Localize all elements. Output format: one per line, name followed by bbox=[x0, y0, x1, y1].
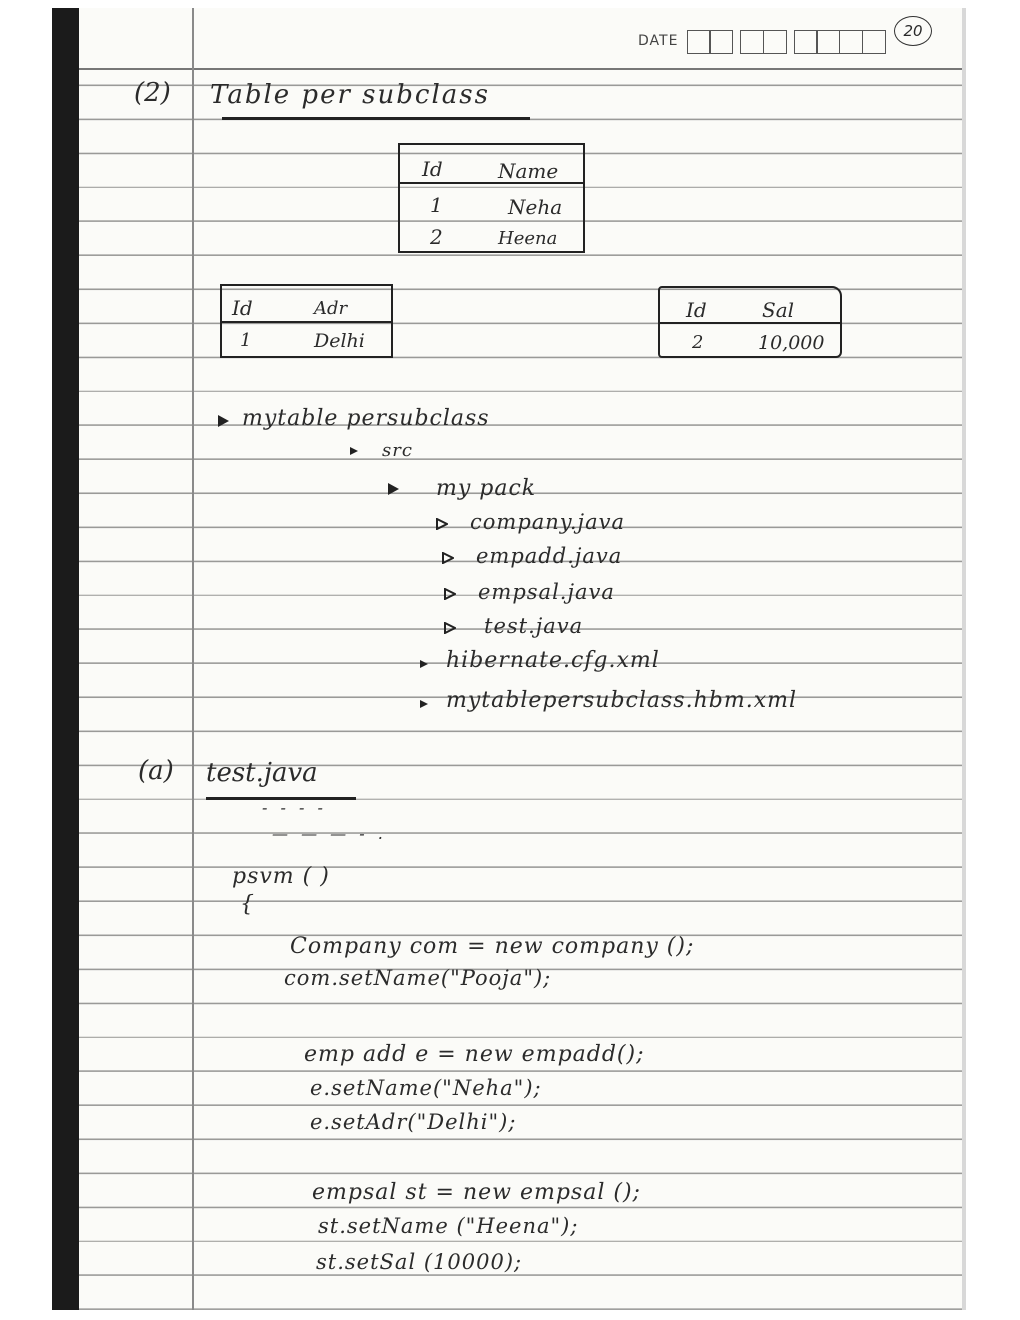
tree-package: my pack bbox=[436, 476, 537, 501]
sal-table-header-sal: Sal bbox=[762, 298, 795, 322]
tree-config: hibernate.cfg.xml bbox=[446, 648, 660, 673]
tree-file: empsal.java bbox=[478, 580, 615, 604]
main-table-header-id: Id bbox=[422, 157, 443, 181]
open-bullet-icon bbox=[442, 552, 454, 564]
adr-table-cell: Delhi bbox=[314, 330, 365, 352]
section-number: (2) bbox=[134, 78, 171, 108]
code-line: { bbox=[240, 892, 255, 917]
tree-mapping: mytablepersubclass.hbm.xml bbox=[446, 688, 798, 713]
notebook-binding bbox=[52, 8, 79, 1310]
code-line: emp add e = new empadd(); bbox=[304, 1042, 645, 1067]
sal-table-cell: 2 bbox=[692, 332, 704, 353]
open-bullet-icon bbox=[444, 588, 456, 600]
tree-file: test.java bbox=[484, 614, 584, 638]
adr-table bbox=[220, 284, 393, 358]
bullet-icon bbox=[420, 700, 428, 708]
code-line: st.setName ("Heena"); bbox=[318, 1214, 579, 1238]
scribble-dashes: - - - - bbox=[262, 798, 327, 817]
section-a-label: (a) bbox=[138, 756, 174, 786]
margin-line bbox=[192, 8, 194, 1310]
adr-table-header-adr: Adr bbox=[314, 298, 348, 319]
open-bullet-icon bbox=[436, 518, 448, 530]
section-title: Table per subclass bbox=[210, 80, 490, 110]
sal-table-cell: 10,000 bbox=[758, 332, 825, 354]
main-table-cell: 1 bbox=[430, 193, 443, 217]
date-boxes bbox=[688, 30, 886, 54]
adr-table-header-id: Id bbox=[232, 296, 253, 320]
main-table bbox=[398, 143, 585, 253]
main-table-header-name: Name bbox=[498, 159, 559, 183]
adr-table-cell: 1 bbox=[240, 330, 252, 351]
main-table-cell: 2 bbox=[430, 225, 443, 249]
tree-file: company.java bbox=[470, 510, 625, 534]
bullet-icon bbox=[350, 447, 358, 455]
date-label: DATE bbox=[638, 33, 679, 49]
main-table-cell: Neha bbox=[508, 195, 563, 219]
sal-table bbox=[658, 286, 842, 358]
bullet-icon bbox=[218, 415, 229, 427]
bullet-icon bbox=[420, 660, 428, 668]
code-line: empsal st = new empsal (); bbox=[312, 1180, 641, 1205]
code-line: Company com = new company (); bbox=[290, 934, 695, 959]
code-line: st.setSal (10000); bbox=[316, 1250, 523, 1274]
code-line: e.setAdr("Delhi"); bbox=[310, 1110, 517, 1134]
sal-table-header-id: Id bbox=[686, 298, 707, 322]
section-a-title: test.java bbox=[206, 758, 318, 788]
code-line: com.setName("Pooja"); bbox=[284, 966, 552, 990]
tree-file: empadd.java bbox=[476, 544, 623, 568]
page-number: 20 bbox=[894, 16, 932, 46]
tree-src: src bbox=[382, 440, 413, 461]
main-table-cell: Heena bbox=[498, 228, 558, 249]
scribble-dashes: — — — - . bbox=[272, 824, 387, 843]
tree-project: mytable persubclass bbox=[242, 406, 490, 431]
code-line: psvm ( ) bbox=[232, 864, 330, 889]
code-line: e.setName("Neha"); bbox=[310, 1076, 542, 1100]
bullet-icon bbox=[388, 483, 399, 495]
open-bullet-icon bbox=[444, 622, 456, 634]
